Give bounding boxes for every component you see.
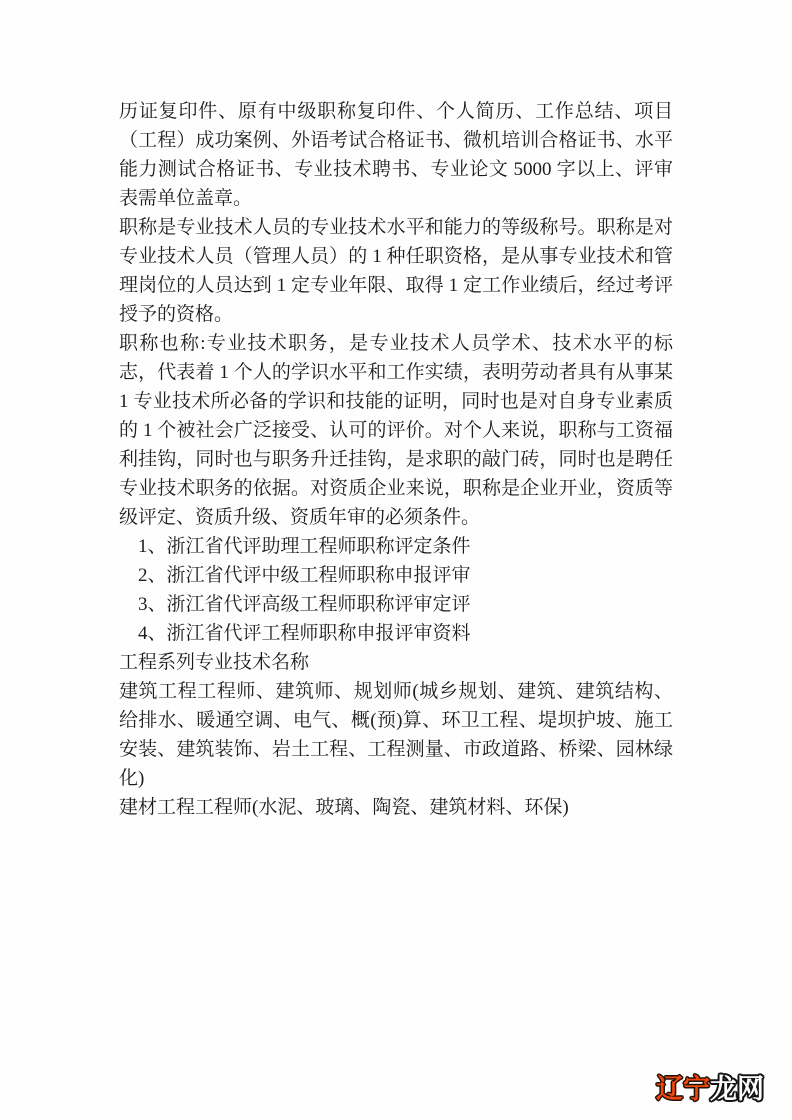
watermark-text-longwang: 龙网 [710, 1074, 764, 1106]
section-heading-engineering-series: 工程系列专业技术名称 [119, 652, 310, 673]
paragraph-application-materials: 历证复印件、原有中级职称复印件、个人简历、工作总结、项目（工程）成功案例、外语考试合格证书、微机培训合格证书、水平能力测试合格证书、专业技术聘书、专业论文 5000 字以上、评审表需单位盖章。 [119, 101, 673, 209]
list-item-assistant-engineer: 1、浙江省代评助理工程师职称评定条件 [138, 536, 471, 557]
paragraph-title-meaning: 职称也称:专业技术职务，是专业技术人员学术、技术水平的标志，代表着 1 个人的学识水平和工作实绩，表明劳动者具有从事某 1 专业技术所必备的学识和技能的证明，同时也是对自身专业素质的 1 个被社会广泛接受、认可的评价。对个人来说，职称与工资福利挂钩，同时也与职务升迁挂钩，是求职的敲门砖，同时也是聘任专业技术职务的依据。对资质企业来说，职称是企业开业，资质等级评定、资质升级、资质年审的必须条件。 [119, 333, 673, 528]
list-item-senior-engineer: 3、浙江省代评高级工程师职称评审定评 [138, 594, 471, 615]
list-item-intermediate-engineer: 2、浙江省代评中级工程师职称申报评审 [138, 565, 471, 586]
paragraph-title-definition: 职称是专业技术人员的专业技术水平和能力的等级称号。职称是对专业技术人员（管理人员）的 1 种任职资格，是从事专业技术和管理岗位的人员达到 1 定专业年限、取得 1 定工作业绩后，经过考评授予的资格。 [119, 217, 673, 325]
site-watermark-logo [656, 1075, 764, 1105]
paragraph-construction-engineer: 建筑工程工程师、建筑师、规划师(城乡规划、建筑、建筑结构、给排水、暖通空调、电气、概(预)算、环卫工程、堤坝护坡、施工安装、建筑装饰、岩土工程、工程测量、市政道路、桥梁、园林绿化) [119, 681, 673, 789]
document-body [119, 97, 673, 822]
list-item-engineer-materials: 4、浙江省代评工程师职称申报评审资料 [138, 623, 471, 644]
watermark-text-liaoning: 辽宁 [656, 1074, 710, 1106]
paragraph-building-materials-engineer: 建材工程工程师(水泥、玻璃、陶瓷、建筑材料、环保) [119, 797, 569, 818]
